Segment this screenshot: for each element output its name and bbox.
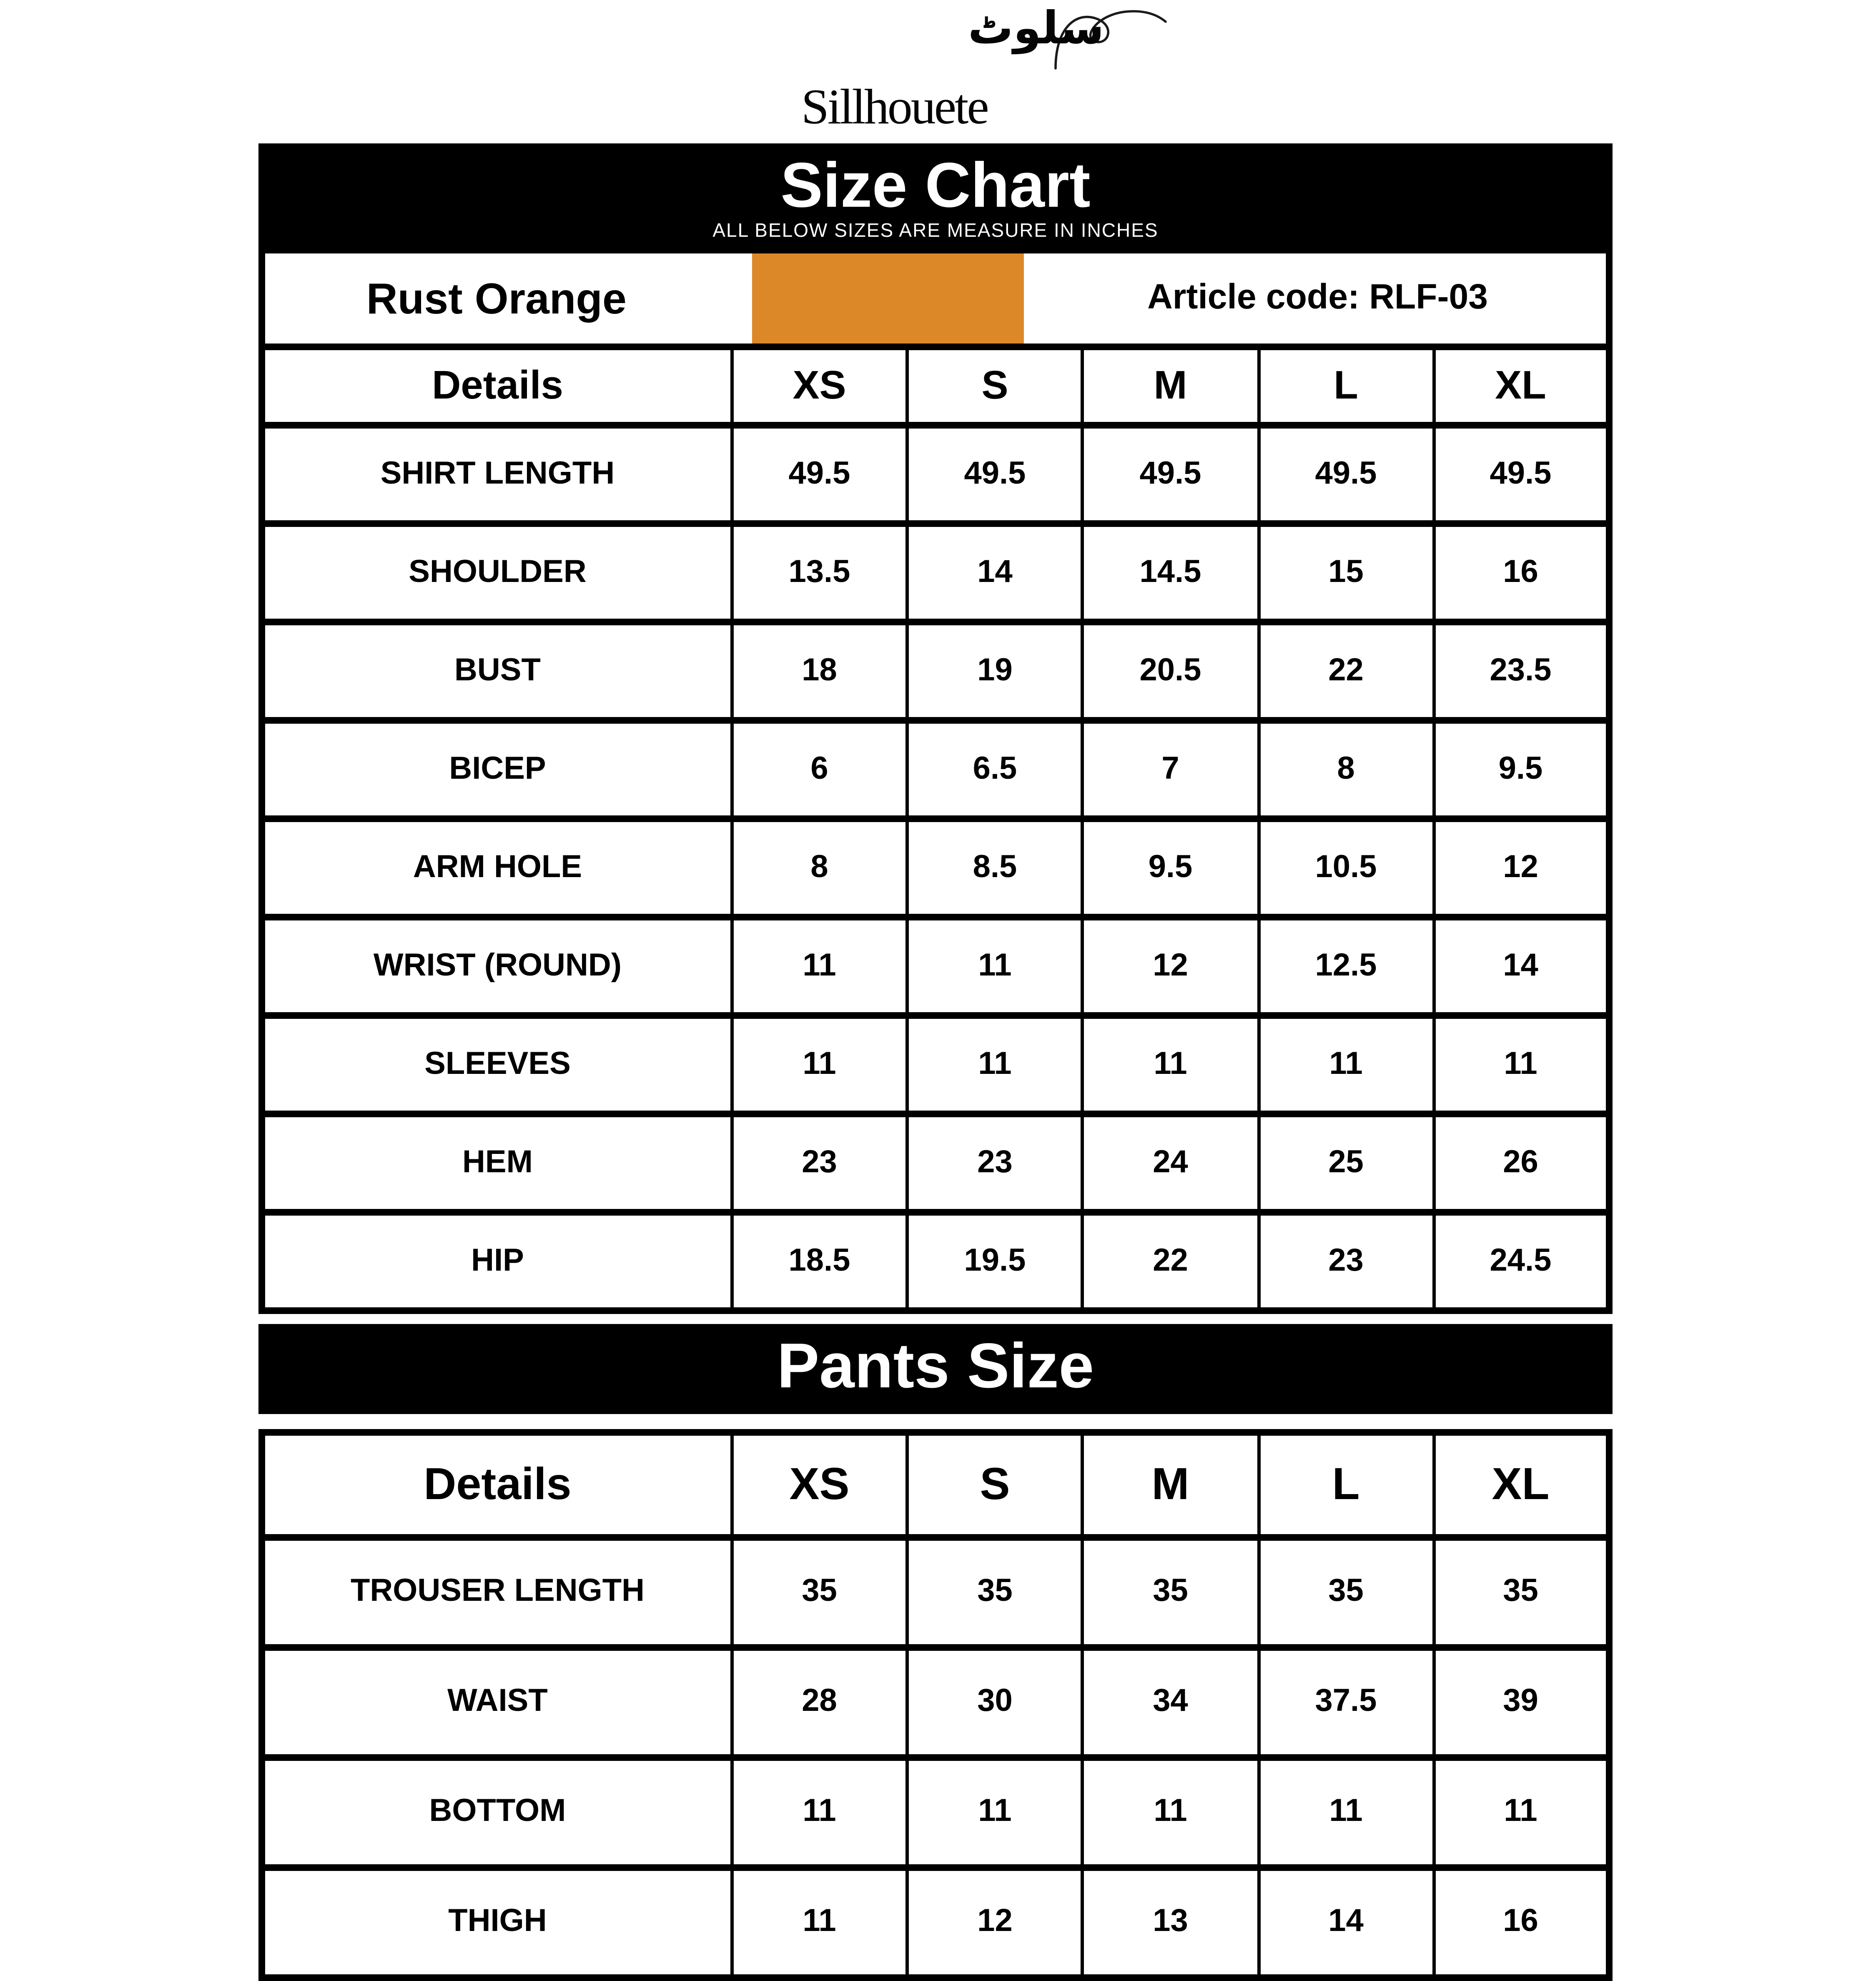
measurement-row-label: TROUSER LENGTH bbox=[262, 1537, 732, 1647]
table-row bbox=[262, 720, 1609, 819]
size-value-cell: 11 bbox=[907, 917, 1083, 1016]
table-row bbox=[262, 1114, 1609, 1212]
size-value-cell: 13.5 bbox=[732, 524, 907, 622]
size-value-cell: 20.5 bbox=[1083, 622, 1258, 720]
measurement-row-label: ARM HOLE bbox=[262, 819, 732, 917]
size-value-cell: 19 bbox=[907, 622, 1083, 720]
size-value-cell: 11 bbox=[732, 1868, 907, 1978]
size-value-cell: 10.5 bbox=[1258, 819, 1434, 917]
size-value-cell: 12 bbox=[1083, 917, 1258, 1016]
size-value-cell: 35 bbox=[1434, 1537, 1609, 1647]
article-code-label: Article code: RLF-03 bbox=[1147, 278, 1488, 317]
size-value-cell: 18.5 bbox=[732, 1212, 907, 1311]
pants-size-header-bar bbox=[258, 1324, 1613, 1414]
size-chart-header-bar bbox=[258, 143, 1613, 253]
table-row bbox=[262, 1537, 1609, 1647]
size-value-cell: 49.5 bbox=[1258, 425, 1434, 524]
table-row bbox=[262, 917, 1609, 1016]
details-column-header: Details bbox=[432, 363, 563, 408]
size-value-cell: 35 bbox=[1258, 1537, 1434, 1647]
size-value-cell: 8.5 bbox=[907, 819, 1083, 917]
size-column-header: XL bbox=[1434, 350, 1609, 425]
measurement-row-label: HIP bbox=[262, 1212, 732, 1311]
size-value-cell: 23 bbox=[1258, 1212, 1434, 1311]
size-value-cell: 16 bbox=[1434, 524, 1609, 622]
size-value-cell: 11 bbox=[1434, 1758, 1609, 1868]
size-value-cell: 9.5 bbox=[1434, 720, 1609, 819]
color-swatch bbox=[752, 253, 1024, 344]
size-column-header: XS bbox=[732, 350, 907, 425]
size-column-header: L bbox=[1258, 350, 1434, 425]
measurement-row-label: WRIST (ROUND) bbox=[262, 917, 732, 1016]
size-value-cell: 49.5 bbox=[1434, 425, 1609, 524]
size-value-cell: 14 bbox=[1258, 1868, 1434, 1978]
size-value-cell: 23 bbox=[907, 1114, 1083, 1212]
measurement-row-label: HEM bbox=[262, 1114, 732, 1212]
size-value-cell: 8 bbox=[732, 819, 907, 917]
size-value-cell: 49.5 bbox=[732, 425, 907, 524]
size-value-cell: 11 bbox=[732, 1758, 907, 1868]
size-column-header: XL bbox=[1434, 1432, 1609, 1537]
size-value-cell: 11 bbox=[907, 1016, 1083, 1114]
measurement-row-label: BICEP bbox=[262, 720, 732, 819]
size-value-cell: 23.5 bbox=[1434, 622, 1609, 720]
table-header-row bbox=[262, 1432, 1609, 1537]
size-value-cell: 16 bbox=[1434, 1868, 1609, 1978]
size-value-cell: 12 bbox=[907, 1868, 1083, 1978]
size-value-cell: 11 bbox=[732, 917, 907, 1016]
size-value-cell: 11 bbox=[732, 1016, 907, 1114]
size-value-cell: 8 bbox=[1258, 720, 1434, 819]
size-chart-title: Size Chart bbox=[780, 151, 1091, 221]
size-value-cell: 11 bbox=[1258, 1016, 1434, 1114]
size-value-cell: 28 bbox=[732, 1647, 907, 1758]
size-column-header: XS bbox=[732, 1432, 907, 1537]
size-value-cell: 35 bbox=[907, 1537, 1083, 1647]
table-row bbox=[262, 1868, 1609, 1978]
size-value-cell: 30 bbox=[907, 1647, 1083, 1758]
size-value-cell: 49.5 bbox=[1083, 425, 1258, 524]
table-row bbox=[262, 622, 1609, 720]
measurement-row-label: SLEEVES bbox=[262, 1016, 732, 1114]
size-value-cell: 11 bbox=[1083, 1758, 1258, 1868]
size-value-cell: 22 bbox=[1258, 622, 1434, 720]
table-row bbox=[262, 1016, 1609, 1114]
size-column-header: S bbox=[907, 350, 1083, 425]
size-value-cell: 35 bbox=[1083, 1537, 1258, 1647]
size-value-cell: 19.5 bbox=[907, 1212, 1083, 1311]
size-value-cell: 35 bbox=[732, 1537, 907, 1647]
size-value-cell: 39 bbox=[1434, 1647, 1609, 1758]
color-article-row bbox=[258, 253, 1613, 350]
logo-arabic-text: سلوٹ bbox=[968, 3, 1104, 55]
size-value-cell: 12 bbox=[1434, 819, 1609, 917]
logo-wordmark: Sillhouete bbox=[801, 80, 988, 135]
size-value-cell: 11 bbox=[907, 1758, 1083, 1868]
size-value-cell: 26 bbox=[1434, 1114, 1609, 1212]
measurement-row-label: SHIRT LENGTH bbox=[262, 425, 732, 524]
table-row bbox=[262, 1758, 1609, 1868]
size-value-cell: 23 bbox=[732, 1114, 907, 1212]
chart-content bbox=[258, 0, 1613, 1981]
measurement-row-label: SHOULDER bbox=[262, 524, 732, 622]
size-value-cell: 12.5 bbox=[1258, 917, 1434, 1016]
table-row bbox=[262, 1212, 1609, 1311]
measurement-row-label: BUST bbox=[262, 622, 732, 720]
size-value-cell: 11 bbox=[1258, 1758, 1434, 1868]
size-value-cell: 18 bbox=[732, 622, 907, 720]
size-value-cell: 24.5 bbox=[1434, 1212, 1609, 1311]
measurement-row-label: THIGH bbox=[262, 1868, 732, 1978]
size-value-cell: 15 bbox=[1258, 524, 1434, 622]
measurement-row-label: BOTTOM bbox=[262, 1758, 732, 1868]
size-value-cell: 14 bbox=[907, 524, 1083, 622]
details-column-header: Details bbox=[424, 1459, 572, 1509]
size-column-header: S bbox=[907, 1432, 1083, 1537]
size-value-cell: 24 bbox=[1083, 1114, 1258, 1212]
size-column-header: L bbox=[1258, 1432, 1434, 1537]
pants-size-table bbox=[258, 1429, 1613, 1981]
size-value-cell: 7 bbox=[1083, 720, 1258, 819]
size-value-cell: 14.5 bbox=[1083, 524, 1258, 622]
table-row bbox=[262, 819, 1609, 917]
size-value-cell: 14 bbox=[1434, 917, 1609, 1016]
shirt-size-table bbox=[258, 350, 1613, 1314]
table-row bbox=[262, 1647, 1609, 1758]
measurement-row-label: WAIST bbox=[262, 1647, 732, 1758]
size-value-cell: 49.5 bbox=[907, 425, 1083, 524]
color-name-label: Rust Orange bbox=[366, 273, 627, 323]
size-value-cell: 6 bbox=[732, 720, 907, 819]
size-value-cell: 25 bbox=[1258, 1114, 1434, 1212]
table-header-row bbox=[262, 350, 1609, 425]
size-value-cell: 11 bbox=[1083, 1016, 1258, 1114]
table-row bbox=[262, 524, 1609, 622]
size-value-cell: 34 bbox=[1083, 1647, 1258, 1758]
size-value-cell: 11 bbox=[1434, 1016, 1609, 1114]
size-value-cell: 9.5 bbox=[1083, 819, 1258, 917]
size-column-header: M bbox=[1083, 350, 1258, 425]
size-chart-subtitle: ALL BELOW SIZES ARE MEASURE IN INCHES bbox=[712, 222, 1159, 243]
size-value-cell: 13 bbox=[1083, 1868, 1258, 1978]
table-row bbox=[262, 425, 1609, 524]
pants-size-title: Pants Size bbox=[777, 1332, 1094, 1403]
size-column-header: M bbox=[1083, 1432, 1258, 1537]
size-value-cell: 37.5 bbox=[1258, 1647, 1434, 1758]
size-value-cell: 22 bbox=[1083, 1212, 1258, 1311]
size-value-cell: 6.5 bbox=[907, 720, 1083, 819]
